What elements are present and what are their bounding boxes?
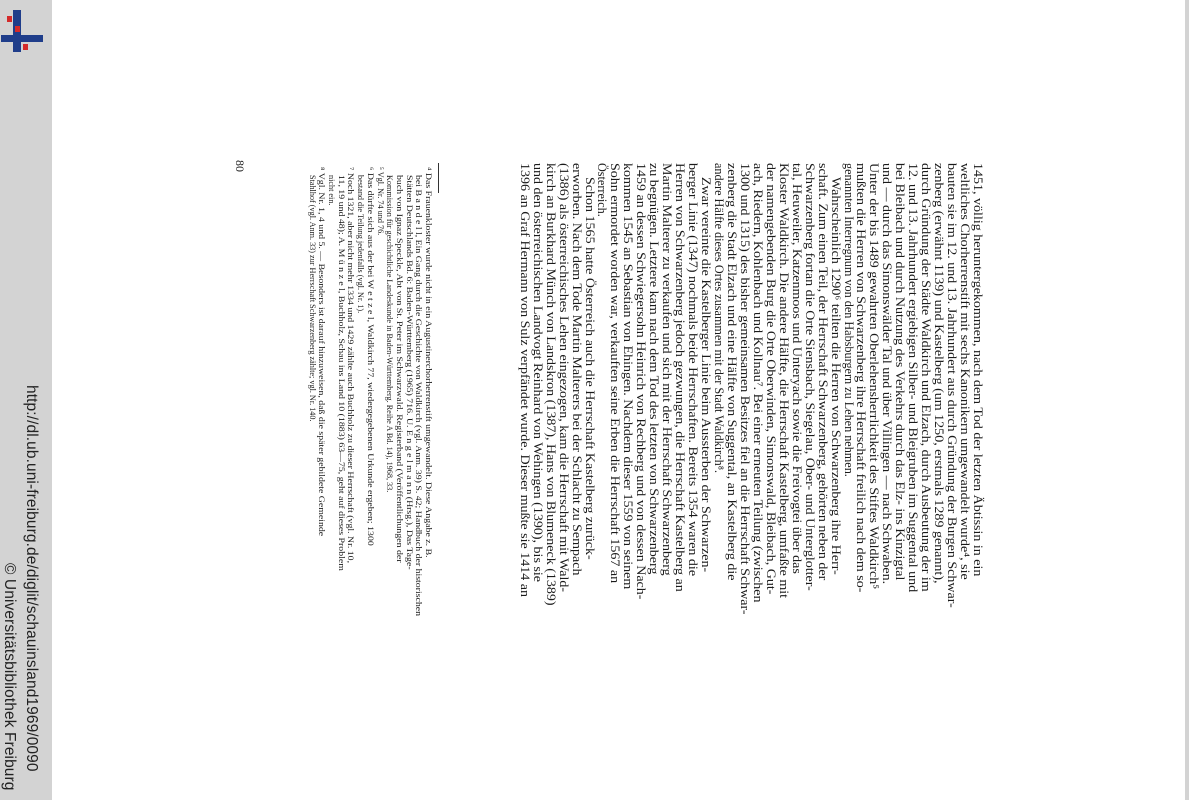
body-text-line: 1451, völlig heruntergekommen, nach dem Tod der letzten Äbtissin in ein bbox=[971, 163, 985, 577]
footnote-line: Stätten Deutschlands Bd. 6: Baden-Württemberg (1965) 716. U. E n g e l m a n n (Hrsg.), Das Tage- bbox=[404, 175, 414, 570]
body-text-line: 12. und 13. Jahrhundert ergiebigen Silber- und Bleigruben im Suggental und bbox=[906, 163, 921, 593]
body-text-line: weltliches Chorherrenstift mit sechs Kanonikern umgewandelt wurde⁴, sie bbox=[958, 163, 973, 580]
footnote-line: Stahlhof (vgl. Anm. 33) zur Herrschaft Schwarzenberg zählte; vgl. Nr. 140. bbox=[307, 175, 317, 422]
body-text-line: Herren von Schwarzenberg jedoch gezwungen, die Herrschaft Kastelberg an bbox=[673, 163, 688, 592]
body-text-line: zu begnügen. Letztere kam nach dem Tod des letzten von Schwarzenberg bbox=[647, 163, 662, 575]
body-text-line: berger Linie (1347) nochmals beide Herrschaften. Bereits 1354 waren die bbox=[686, 163, 701, 577]
right-scroll-edge bbox=[1185, 0, 1189, 800]
footnote-line: 11, 19 und 48); A. M ü n z e l, Buchholz, Schau ins Land 10 (1883) 63—75, geht auf dieses Problem bbox=[336, 175, 346, 571]
body-text-line: genannten Interregnum von den Habsburgern zu Lehen nehmen. bbox=[841, 163, 856, 477]
body-text-line: Kloster Waldkirch. Die andere Hälfte, die Herrschaft Kastelberg, umfaßte mit bbox=[776, 163, 791, 599]
footnote-line: ⁸ Vgl. Nr. 1, 4 und 5. — Besonders ist darauf hinzuweisen, daß die später gebildete Gemeinde bbox=[317, 167, 327, 537]
body-text-line: 1396 an Graf Hermann von Sulz verpfändet wurde. Dieser mußte sie 1414 an bbox=[517, 163, 532, 597]
page-number: 80 bbox=[233, 160, 247, 172]
footnote-line: ⁴ Das Frauenkloster wurde nicht in ein Augustinerchorherrenstift umgewandelt. Diese Angabe z. B. bbox=[424, 167, 433, 558]
footnote-line: bei B a n d e l l, Ein Gang durch die Geschichte von Waldkirch (vgl. Anm. 39) S. 42; Handbuch der historischen bbox=[414, 175, 424, 617]
body-text-line: Österreich. bbox=[595, 163, 610, 217]
footnote-separator bbox=[438, 163, 439, 193]
body-text-line: kommen 1545 an Sebastian von Ehingen. Nachdem dieser 1559 von seinem bbox=[621, 163, 636, 590]
document-url-link[interactable]: http://dl.ub.uni-freiburg.de/diglit/schauinsland1969/0090 bbox=[23, 385, 40, 772]
footnote-line: ⁵ Vgl. Nr. 74 und 76. bbox=[375, 167, 385, 236]
copyright-label: © Universitätsbibliothek Freiburg bbox=[1, 563, 18, 791]
body-text-line: ach, Riedern, Kohlenbach und Kollnau⁷. Bei einer erneuten Teilung (zwischen bbox=[750, 163, 765, 603]
body-text-line: zenberg die Stadt Elzach und eine Hälfte von Suggental, an Kastelberg die bbox=[724, 163, 739, 581]
body-text-line: Sohn ermordet worden war, verkauften seine Erben die Herrschaft 1567 an bbox=[608, 163, 623, 584]
body-text-line: Unter der bis 1489 gewahrten Oberlehensherrlichkeit des Stiftes Waldkirch⁵ bbox=[867, 163, 882, 590]
body-text-line: Zwar vereinte die Kastelberger Linie beim Aussterben der Schwarzen- bbox=[699, 177, 714, 573]
body-text-line: Schwarzenberg fortan die Orte Siensbach, Siegelau, Ober- und Unterglotter- bbox=[802, 163, 817, 591]
body-text-line: (1386) als österreichisches Lehen eingezogen, kam die Herrschaft mit Wald- bbox=[556, 163, 571, 593]
body-text-line: zenberg (erwähnt 1139) und Kastelberg (um 1250, erstmals 1289 genannt), bbox=[932, 163, 947, 584]
body-text-line: und den österreichischen Landvogt Reinhard von Wehingen (1390), bis sie bbox=[530, 163, 545, 582]
footnote-line: bestand die Teilung jedenfalls (vgl. Nr. 1). bbox=[356, 175, 366, 314]
body-text-line: mußten die Herren von Schwarzenberg ihre Herrschaft freilich nach dem so- bbox=[854, 163, 869, 593]
body-text-line: Wahrscheinlich 1290⁶ teilten die Herren von Schwarzenberg ihre Herr- bbox=[828, 177, 843, 575]
footnote-line: buch von Ignaz Speckle, Abt von St. Peter im Schwarzwald. Registerband (Veröffentlichungen der bbox=[394, 175, 404, 563]
footnote-line: Kommission für geschichtliche Landeskunde in Baden-Württemberg. Reihe A Bd. 14), 1968, 33. bbox=[385, 175, 395, 493]
body-text-line: erworben. Nach dem Tode Martin Malterers bei der Schlacht zu Sempach bbox=[569, 163, 584, 576]
body-text-line: durch Gründung der Städte Waldkirch und Elzach, durch Ausbeutung der im bbox=[919, 163, 934, 592]
body-text-line: Schon 1565 hatte Österreich auch die Herrschaft Kastelberg zurück- bbox=[582, 177, 597, 560]
university-logo-icon bbox=[1, 8, 43, 52]
footnote-line: ⁶ Das dürfte sich aus der bei W e t z e l, Waldkirch 77, wiedergegebenen Urkunde ergeben; 1300 bbox=[365, 167, 375, 546]
body-text-line: der namengebenden Burg die Orte Oberwinden, Simonswald, Bleibach, Gut- bbox=[763, 163, 778, 595]
body-text-line: kirch an Burkhard Münch von Landskron (1387), Hans von Blumeneck (1389) bbox=[543, 163, 558, 606]
body-text-line: und — durch das Simonswälder Tal und über Villingen — nach Schwaben. bbox=[880, 163, 895, 585]
body-text-line: bauten sie im 12. und 13. Jahrhundert aus durch Gründung der Burgen Schwar- bbox=[945, 163, 960, 608]
body-text-line: schaft. Zum einen Teil, der Herrschaft Schwarzenberg, gehörten neben der bbox=[815, 163, 830, 581]
body-text-line: Martin Malterer zu verkaufen und sich mit der Herrschaft Schwarzenberg bbox=[660, 163, 675, 576]
body-text-line: bei Bleibach und durch Nutzung des Verkehrs durch das Elz- ins Kinzigtal bbox=[893, 163, 908, 581]
body-text-line: 1459 an dessen Schwiegersohn Heinrich von Rechberg und von dessen Nach- bbox=[634, 163, 649, 600]
footnote-line: ⁷ Noch 1321, aber nicht mehr 1334 und 1429 zählte auch Buchholz zu dieser Herrschaft (vgl. Nr. 10, bbox=[346, 167, 356, 564]
body-text-line: 1300 und 1315) des bisher gemeinsamen Besitzes fiel an die Herrschaft Schwar- bbox=[737, 163, 752, 615]
body-text-line: andere Hälfte dieses Ortes zusammen mit der Stadt Waldkirch⁸. bbox=[712, 163, 726, 474]
footnote-line: nicht ein. bbox=[327, 175, 336, 206]
body-text-line: tal, Heuweiler, Katzenmoos und Unteryach sowie die Freivogtei über das bbox=[789, 163, 804, 574]
